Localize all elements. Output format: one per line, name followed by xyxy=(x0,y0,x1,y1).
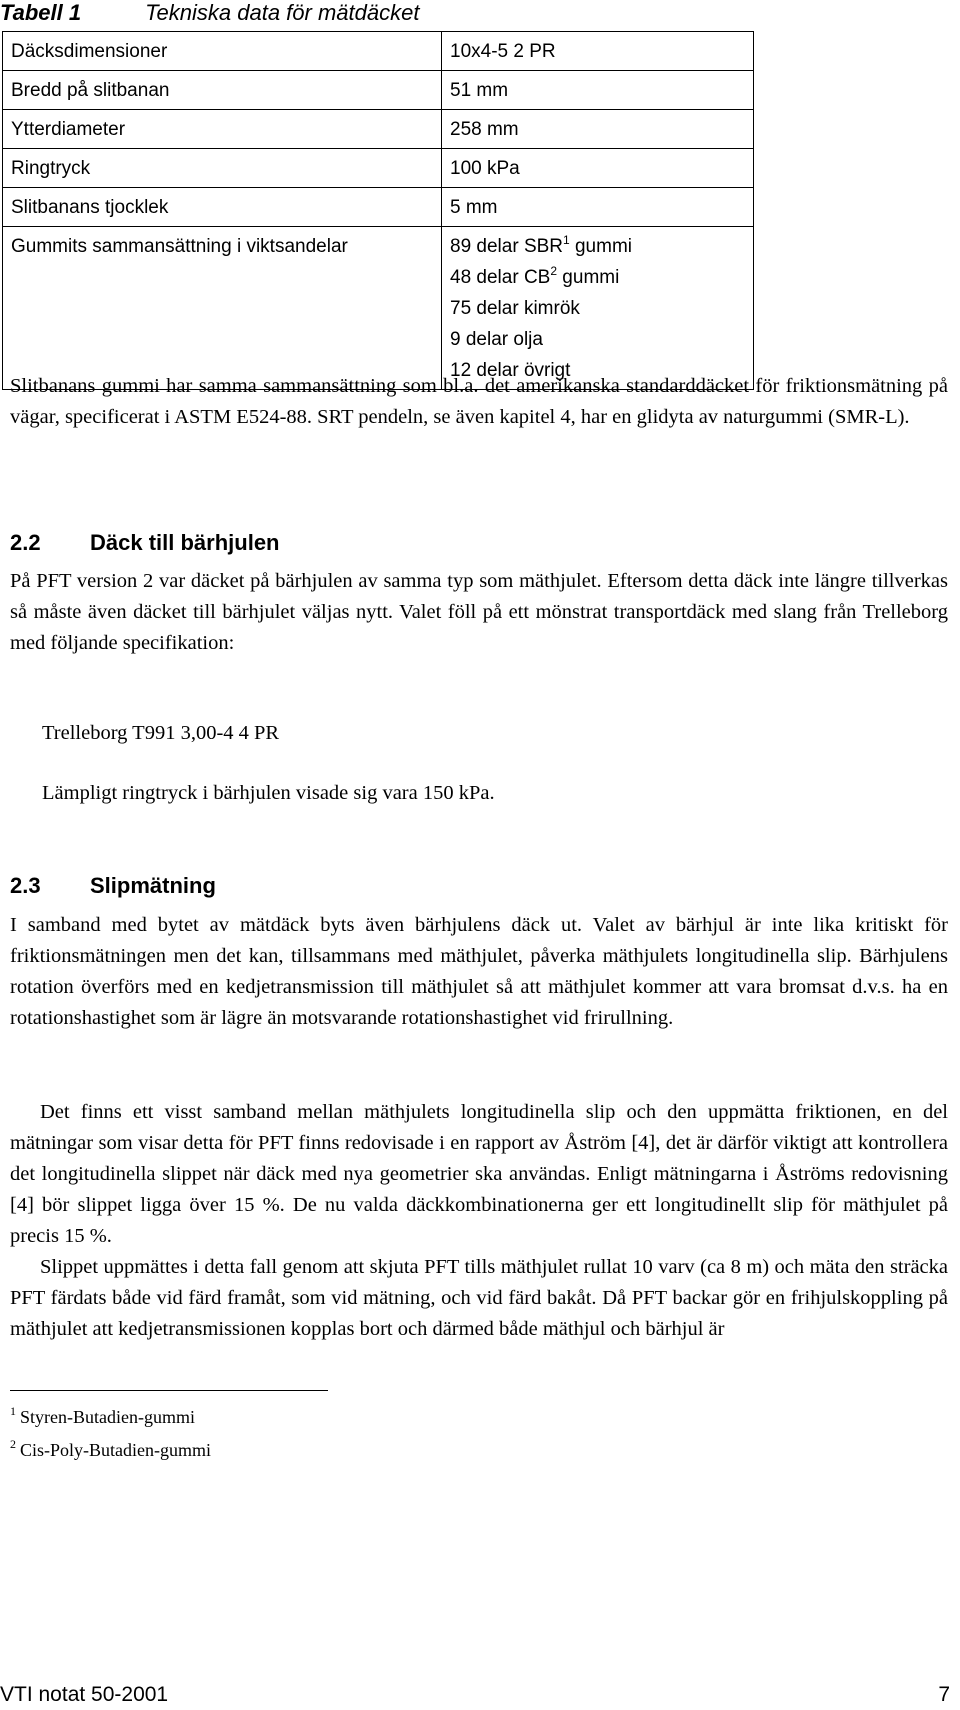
footnote-mark: 2 xyxy=(10,1437,16,1451)
footnote-text: Cis-Poly-Butadien-gummi xyxy=(20,1440,211,1460)
table-caption-title: Tekniska data för mätdäcket xyxy=(145,0,420,25)
footnote-ref: 1 xyxy=(563,233,570,247)
spec-value: 10x4-5 2 PR xyxy=(442,32,754,71)
composition-line: 9 delar olja xyxy=(450,329,543,350)
composition-text: gummi xyxy=(569,236,632,257)
section-heading-2-3 xyxy=(10,873,216,899)
table-caption xyxy=(0,0,419,26)
section-heading-2-2 xyxy=(10,530,280,556)
spec-label: Gummits sammansättning i viktsandelar xyxy=(3,227,442,390)
spec-value: 258 mm xyxy=(442,110,754,149)
spec-label: Ytterdiameter xyxy=(3,110,442,149)
composition-line: 75 delar kimrök xyxy=(450,298,580,319)
table-row xyxy=(3,149,754,188)
tire-spec-line: Trelleborg T991 3,00-4 4 PR xyxy=(42,722,280,744)
paragraph-carrier-wheels: På PFT version 2 var däcket på bärhjulen av samma typ som mäthjulet. Eftersom detta däck inte längre tillverkas så måste även däcket till bärhjulet väljas nytt. Valet föll på ett mönstrat transportdäck med slang från Trelleborg med följande specifikation: xyxy=(10,570,948,654)
spec-label: Däcksdimensioner xyxy=(3,32,442,71)
footnote-text: Styren-Butadien-gummi xyxy=(20,1407,195,1427)
footnote xyxy=(10,1437,211,1461)
composition-line: 12 delar övrigt xyxy=(450,360,571,381)
table-row xyxy=(3,110,754,149)
footnote xyxy=(10,1404,195,1428)
footnote-divider xyxy=(10,1390,328,1391)
section-title: Däck till bärhjulen xyxy=(90,530,280,555)
composition-text: 48 delar CB xyxy=(450,267,551,288)
spec-label: Ringtryck xyxy=(3,149,442,188)
paragraph-slip-1: I samband med bytet av mätdäck byts även bärhjulens däck ut. Valet av bärhjul är inte lika kritiskt för friktionsmätningen men det kan, tillsammans med mäthjulet, påverka mäthjulets longitudinella slip. Bärhjulens rotation överförs med en kedjetransmission till mäthjulet så att mäthjulet kommer att vara bromsat d.v.s. ha en rotationshastighet som är lägre än motsvarande rotationshastighet vid frirullning. xyxy=(10,914,948,1029)
spec-label: Slitbanans tjocklek xyxy=(3,188,442,227)
footnote-ref: 2 xyxy=(550,264,558,278)
table-row xyxy=(3,188,754,227)
footnote-mark: 1 xyxy=(10,1404,16,1418)
paragraph-slip-3: Slippet uppmättes i detta fall genom att skjuta PFT tills mäthjulet rullat 10 varv (ca 8 m) och mäta den sträcka PFT färdats både vid färd framåt, som vid mätning, och vid färd bakåt. Då PFT backar gör en frihjulskoppling på mäthjulet att kedjetransmissionen kopplas bort och därmed både mäthjul och bärhjul är xyxy=(10,1256,948,1340)
table-row xyxy=(3,227,754,390)
footer-publication: VTI notat 50-2001 xyxy=(0,1683,169,1706)
paragraph-slip-2: Det finns ett visst samband mellan mäthjulets longitudinella slip och den uppmätta friktionen, en del mätningar som visar detta för PFT finns redovisade i en rapport av Åström [4], det är därför viktigt att kontrollera det longitudinella slippet när däck med nya geometrier ska användas. Enligt mätningarna i Åströms redovisning [4] bör slippet ligga över 15 %. De nu valda däckkombinationerna ger ett longitudinellt slip för mäthjulet på precis 15 %. xyxy=(10,1101,948,1247)
footer-page-number: 7 xyxy=(938,1683,950,1706)
section-number: 2.2 xyxy=(10,530,41,555)
spec-value: 100 kPa xyxy=(442,149,754,188)
composition-line xyxy=(450,262,753,293)
composition-text: gummi xyxy=(557,267,620,288)
spec-value: 51 mm xyxy=(442,71,754,110)
tire-spec-table xyxy=(2,31,754,390)
spec-value-composition xyxy=(442,227,754,390)
composition-line xyxy=(450,231,753,262)
section-title: Slipmätning xyxy=(90,873,216,898)
section-number: 2.3 xyxy=(10,873,41,898)
table-row xyxy=(3,32,754,71)
composition-text: 89 delar SBR xyxy=(450,236,564,257)
pressure-line: Lämpligt ringtryck i bärhjulen visade sig vara 150 kPa. xyxy=(42,782,495,804)
spec-label: Bredd på slitbanan xyxy=(3,71,442,110)
spec-value: 5 mm xyxy=(442,188,754,227)
table-row xyxy=(3,71,754,110)
paragraph-tread-rubber: Slitbanans gummi har samma sammansättning som bl.a. det amerikanska standarddäcket för friktionsmätning på vägar, specificerat i ASTM E524-88. SRT pendeln, se även kapitel 4, har en glidyta av naturgummi (SMR-L). xyxy=(10,375,948,428)
table-caption-number: Tabell 1 xyxy=(0,0,82,25)
